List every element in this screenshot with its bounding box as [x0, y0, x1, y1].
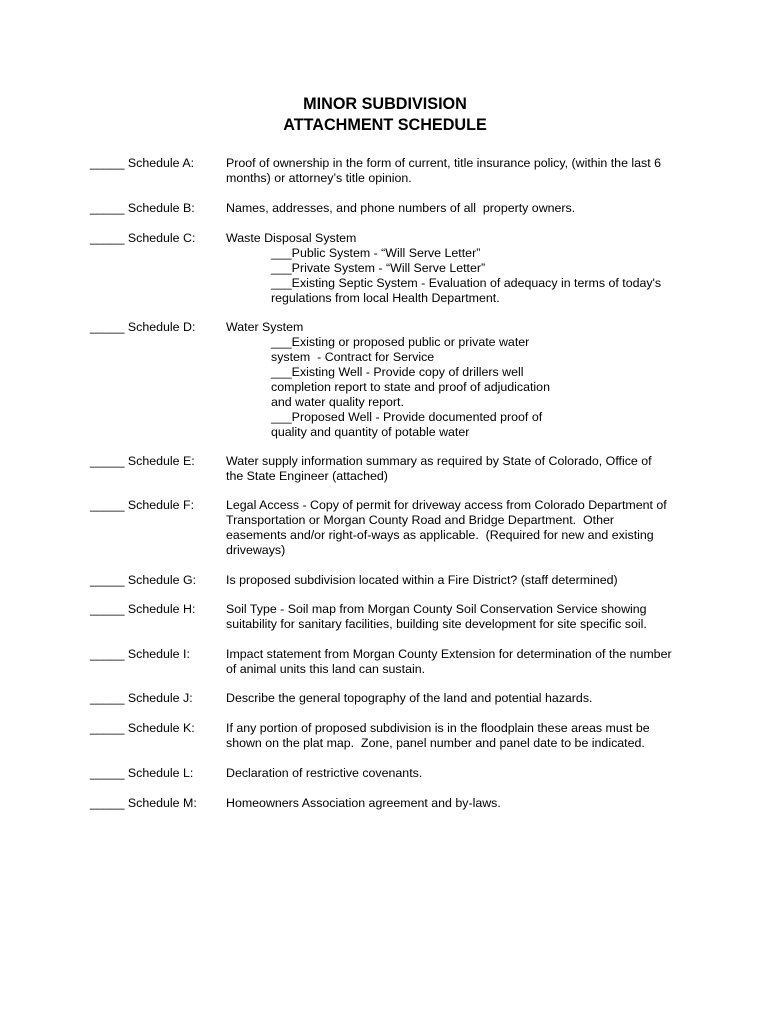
schedule-j-description [226, 691, 686, 706]
description-line: Names, addresses, and phone numbers of all property owners. [226, 201, 576, 215]
description-line: Soil Type - Soil map from Morgan County Soil Conservation Service showing [226, 602, 647, 616]
description-subline: quality and quantity of potable water [271, 425, 470, 439]
schedule-m-label: _____ Schedule M: [90, 796, 197, 810]
schedule-d-description [226, 320, 686, 440]
description-subline: system - Contract for Service [271, 350, 435, 364]
schedule-g-description [226, 573, 686, 588]
schedule-b-description [226, 201, 686, 216]
description-subline: ___Private System - “Will Serve Letter” [271, 261, 486, 275]
schedule-m-description [226, 796, 686, 811]
description-line: easements and/or right-of-ways as applicable. (Required for new and existing [226, 528, 654, 542]
schedule-j-label: _____ Schedule J: [90, 691, 193, 705]
schedule-k-label: _____ Schedule K: [90, 721, 195, 735]
schedule-a-description [226, 156, 686, 186]
schedule-d-label: _____ Schedule D: [90, 320, 196, 334]
description-line: Proof of ownership in the form of current, title insurance policy, (within the last 6 [226, 156, 662, 170]
schedule-i-description [226, 647, 686, 677]
description-line: months) or attorney’s title opinion. [226, 171, 412, 185]
schedule-f-label: _____ Schedule F: [90, 498, 195, 512]
document-title [0, 94, 770, 136]
description-line: Is proposed subdivision located within a Fire District? (staff determined) [226, 573, 618, 587]
schedule-l-description [226, 766, 686, 781]
title-line-2: ATTACHMENT SCHEDULE [283, 116, 487, 134]
description-subline: ___Existing Septic System - Evaluation of adequacy in terms of today's [271, 276, 662, 290]
schedule-e-label: _____ Schedule E: [90, 454, 195, 468]
description-line: Water System [226, 320, 304, 334]
description-line: Transportation or Morgan County Road and Bridge Department. Other [226, 513, 614, 527]
description-line: Homeowners Association agreement and by-laws. [226, 796, 501, 810]
title-line-1: MINOR SUBDIVISION [303, 95, 467, 113]
description-subline: completion report to state and proof of adjudication [271, 380, 550, 394]
description-line: of animal units this land can sustain. [226, 662, 426, 676]
schedule-a-label: _____ Schedule A: [90, 156, 195, 170]
schedule-l-label: _____ Schedule L: [90, 766, 194, 780]
schedule-k-description [226, 721, 686, 751]
description-line: Declaration of restrictive covenants. [226, 766, 423, 780]
schedule-i-label: _____ Schedule I: [90, 647, 190, 661]
description-subline: ___Existing Well - Provide copy of drillers well [271, 365, 524, 379]
description-line: Water supply information summary as required by State of Colorado, Office of [226, 454, 652, 468]
description-subline: ___Existing or proposed public or private water [271, 335, 530, 349]
description-line: suitability for sanitary facilities, building site development for site specific soil. [226, 617, 647, 631]
schedule-g-label: _____ Schedule G: [90, 573, 197, 587]
schedule-b-label: _____ Schedule B: [90, 201, 195, 215]
description-subline: ___Public System - “Will Serve Letter” [271, 246, 481, 260]
schedule-c-label: _____ Schedule C: [90, 231, 196, 245]
description-line: the State Engineer (attached) [226, 469, 388, 483]
schedule-h-description [226, 602, 686, 632]
description-subline: and water quality report. [271, 395, 404, 409]
description-subline: ___Proposed Well - Provide documented proof of [271, 410, 543, 424]
description-line: driveways) [226, 543, 286, 557]
description-line: Legal Access - Copy of permit for driveway access from Colorado Department of [226, 498, 667, 512]
schedule-f-description [226, 498, 686, 558]
schedule-c-description [226, 231, 686, 306]
description-line: Waste Disposal System [226, 231, 357, 245]
description-line: Describe the general topography of the land and potential hazards. [226, 691, 593, 705]
schedule-h-label: _____ Schedule H: [90, 602, 196, 616]
description-line: If any portion of proposed subdivision is in the floodplain these areas must be [226, 721, 650, 735]
schedule-e-description [226, 454, 686, 484]
description-subline: regulations from local Health Department. [271, 291, 500, 305]
description-line: Impact statement from Morgan County Extension for determination of the number [226, 647, 672, 661]
description-line: shown on the plat map. Zone, panel number and panel date to be indicated. [226, 736, 645, 750]
